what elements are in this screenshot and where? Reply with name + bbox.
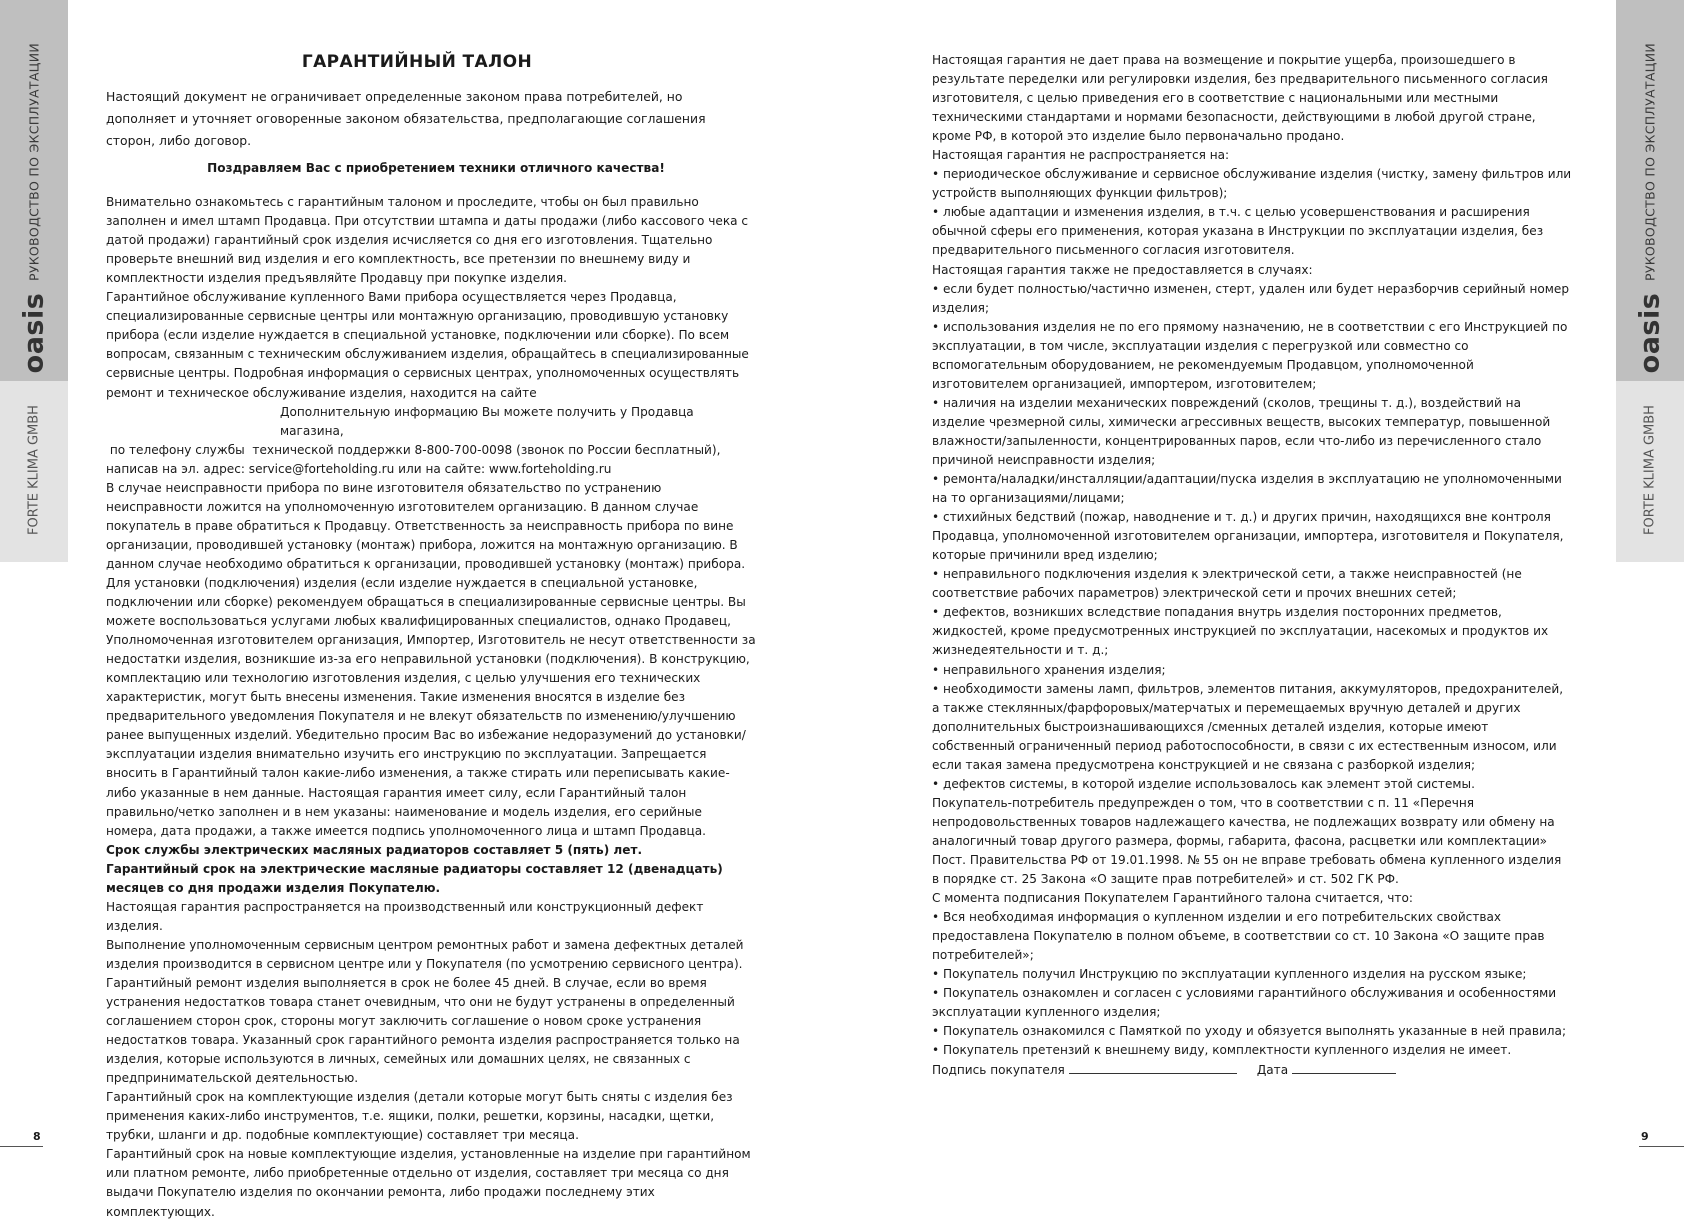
paragraph: С момента подписания Покупателем Гарантийного талона считается, что:: [932, 891, 1413, 906]
paragraph: Настоящая гарантия не дает права на возмещение и покрытие ущерба, произошедшего в результате переделки или регулировки изделия, без предварительного письменного согласия изготовителя, с целью приведения его в соответствие с национальными или местными техническими стандартами и нормами безопасности, действующими в любой другой стране, кроме РФ, в которой это изделие было первоначально продано.: [932, 53, 1548, 144]
list-item: • дефектов системы, в которой изделие использовалось как элемент этой системы.: [932, 776, 1475, 791]
list-item: • дефектов, возникших вследствие попадания внутрь изделия посторонних предметов, жидкостей, кроме предусмотренных инструкцией по эксплуатации, насекомых и продуктов их жизнедеятельности и т. д.;: [932, 605, 1549, 658]
side-tab-bottom-right: [1616, 381, 1684, 562]
page-title: ГАРАНТИЙНЫЙ ТАЛОН: [301, 52, 533, 72]
list-item: • неправильного подключения изделия к электрической сети, а также неисправностей (не соответствие рабочих параметров) электрической сети и прочих внешних сетей;: [932, 567, 1522, 601]
paragraph: Гарантийное обслуживание купленного Вами прибора осуществляется через Продавца, специализированные сервисные центры или монтажную организацию, проводившую установку прибора (если изделие нуждается в специальной установке, подключении или сборке). По всем вопросам, связанным с техническим обслуживанием изделия, обращайтесь в специализированные сервисные центры. Подробная информация о сервисных центрах, уполномоченных осуществлять ремонт и техническое обслуживание изделия, находится на сайте: [106, 290, 749, 400]
paragraph: Дополнительную информацию Вы можете получить у Продавца магазина,: [280, 404, 694, 438]
company-label: FORTE KLIMA GMBH: [26, 405, 42, 535]
paragraph: Гарантийный ремонт изделия выполняется в срок не более 45 дней. В случае, если во время устранения недостатков товара станет очевидным, что они не будут устранены в определенный соглашением сторон срок, стороны могут заключить соглашение о новом сроке устранения недостатков товара. Указанный срок гарантийного ремонта изделия распространяется только на изделия, которые используются в личных, семейных или домашних целях, не связанных с предпринимательской деятельностью.: [106, 975, 740, 1086]
paragraph: по телефону службы технической поддержки 8-800-700-0098 (звонок по России бесплатный),: [106, 442, 721, 457]
list-item: • необходимости замены ламп, фильтров, элементов питания, аккумуляторов, предохранителей, а также стеклянных/фарфоровых/матерчатых и перемещаемых вручную деталей и других дополнительных быстроизнашивающихся /сменных деталей изделия, которые имеют собственный ограниченный период работоспособности, в связи с их естественным износом, или если такая замена предусмотрена конструкцией и не связана с разборкой изделия;: [932, 681, 1564, 772]
service-life-statement: Срок службы электрических масляных радиаторов составляет 5 (пять) лет.: [106, 842, 643, 857]
side-tab-bottom-left: [0, 381, 68, 562]
paragraph: Гарантийный срок на новые комплектующие изделия, установленные на изделие при гарантийном или платном ремонте, либо приобретенные отдельно от изделия, составляет три месяца со дня выдачи Покупателю изделия по окончании ремонта, либо продажи последнему этих комплектующих.: [106, 1147, 751, 1219]
list-item: • неправильного хранения изделия;: [932, 662, 1166, 677]
signature-label: Подпись покупателя: [932, 1063, 1065, 1077]
list-item: • Покупатель претензий к внешнему виду, комплектности купленного изделия не имеет.: [932, 1043, 1512, 1058]
paragraph: Покупатель-потребитель предупрежден о том, что в соответствии с п. 11 «Перечня непродовольственных товаров надлежащего качества, не подлежащих возврату или обмену на аналогичный товар другого размера, формы, габарита, фасона, расцветки или комплектации» Пост. Правительства РФ от 19.01.1998. № 55 он не вправе требовать обмена купленного изделия в порядке ст. 25 Закона «О защите прав потребителей» и ст. 502 ГК РФ.: [932, 795, 1562, 887]
brand-logo: oasis: [1634, 292, 1666, 374]
warranty-period-statement: Гарантийный срок на электрические масляные радиаторы составляет 12 (двенадцать) месяцев со дня продажи изделия Покупателю.: [106, 861, 723, 895]
list-item: • периодическое обслуживание и сервисное обслуживание изделия (чистку, замену фильтров или устройств выполняющих функции фильтров);: [932, 167, 1572, 201]
list-item: • любые адаптации и изменения изделия, в т.ч. с целью усовершенствования и расширения обычной сферы его применения, которая указана в Инструкции по эксплуатации изделия, без предварительного письменного согласия изготовителя.: [932, 205, 1544, 258]
left-column: [106, 86, 756, 1222]
list-item: • ремонта/наладки/инсталляции/адаптации/пуска изделия в эксплуатацию не уполномоченными на то организациями/лицами;: [932, 472, 1562, 506]
paragraph: В случае неисправности прибора по вине изготовителя обязательство по устранению неисправности ложится на уполномоченную изготовителем организацию. В данном случае покупатель в праве обратиться к Продавцу. Ответственность за неисправность прибора по вине организации, проводившей установку (монтаж) прибора, ложится на монтажную организацию. В данном случае необходимо обратиться к организации, проводившей установку (монтаж) прибора.: [106, 480, 746, 571]
paragraph: Настоящая гарантия распространяется на производственный или конструкционный дефект изделия.: [106, 899, 704, 933]
paragraph: Настоящая гарантия также не предоставляется в случаях:: [932, 262, 1313, 277]
manual-label: РУКОВОДСТВО ПО ЭКСПЛУАТАЦИИ: [26, 42, 42, 282]
list-item: • Покупатель ознакомился с Памяткой по уходу и обязуется выполнять указанные в ней правила;: [932, 1024, 1567, 1039]
paragraph: Выполнение уполномоченным сервисным центром ремонтных работ и замена дефектных деталей изделия производится в сервисном центре или у Покупателя (по усмотрению сервисного центра).: [106, 937, 744, 971]
manual-label: РУКОВОДСТВО ПО ЭКСПЛУАТАЦИИ: [1642, 42, 1658, 282]
footer-rule-left: [0, 1146, 43, 1147]
side-tab-top-right: [1616, 0, 1684, 381]
date-field[interactable]: [1292, 1061, 1396, 1074]
brand-logo: oasis: [18, 292, 50, 374]
list-item: • Покупатель ознакомлен и согласен с условиями гарантийного обслуживания и особенностями эксплуатации купленного изделия;: [932, 986, 1557, 1020]
signature-block: [932, 1061, 1396, 1077]
paragraph: Настоящая гарантия не распространяется на:: [932, 148, 1230, 163]
list-item: • наличия на изделии механических повреждений (сколов, трещины т. д.), воздействий на изделие чрезмерной силы, химически агрессивных веществ, высоких температур, повышенной влажности/запыленности, концентрированных паров, если что-либо из перечисленного стало причиной неисправности изделия;: [932, 395, 1551, 467]
company-label: FORTE KLIMA GMBH: [1642, 405, 1658, 535]
page-number-right: 9: [1641, 1130, 1649, 1143]
list-item: • использования изделия не по его прямому назначению, не в соответствии с его Инструкцией по эксплуатации, в том числе, эксплуатации изделия с перегрузкой или совместно со вспомогательным оборудованием, не рекомендуемым Продавцом, уполномоченной изготовителем организацией, импортером, изготовителем;: [932, 319, 1568, 391]
list-item: • стихийных бедствий (пожар, наводнение и т. д.) и других причин, находящихся вне контроля Продавца, уполномоченной изготовителем организации, импортера, изготовителя и Покупателя, которые причинили вред изделию;: [932, 510, 1564, 563]
paragraph: Для установки (подключения) изделия (если изделие нуждается в специальной установке, подключении или сборке) рекомендуем обращаться в специализированные сервисные центры. Вы можете воспользоваться услугами любых квалифицированных специалистов, однако Продавец, Уполномоченная изготовителем организация, Импортер, Изготовитель не несут ответственности за недостатки изделия, возникшие из-за его неправильной установки (подключения). В конструкцию, комплектацию или технологию изготовления изделия, с целью улучшения его технических характеристик, могут быть внесены изменения. Такие изменения вносятся в изделие без предварительного уведомления Покупателя и не влекут обязательств по изменению/улучшению ранее выпущенных изделий. Убедительно просим Вас во избежание недоразумений до установки/эксплуатации изделия внимательно изучить его инструкцию по эксплуатации. Запрещается вносить в Гарантийный талон какие-либо изменения, а также стирать или переписывать какие-либо указанные в нем данные. Настоящая гарантия имеет силу, если Гарантийный талон правильно/четко заполнен и в нем указаны: наименование и модель изделия, его серийные номера, дата продажи, а также имеется подпись уполномоченного лица и штамп Продавца.: [106, 575, 756, 838]
page-number-left: 8: [33, 1130, 41, 1143]
list-item: • если будет полностью/частично изменен, стерт, удален или будет неразборчив серийный номер изделия;: [932, 281, 1569, 315]
contact-line: написав на эл. адрес: service@forteholding.ru или на сайте: www.forteholding.ru: [106, 461, 612, 476]
list-item: • Покупатель получил Инструкцию по эксплуатации купленного изделия на русском языке;: [932, 967, 1527, 982]
paragraph: Внимательно ознакомьтесь с гарантийным талоном и проследите, чтобы он был правильно заполнен и имел штамп Продавца. При отсутствии штампа и даты продажи (либо кассового чека с датой продажи) гарантийный срок изделия исчисляется со дня его изготовления. Тщательно проверьте внешний вид изделия и его комплектность, все претензии по внешнему виду и комплектности изделия предъявляйте Продавцу при покупке изделия.: [106, 195, 749, 286]
list-item: • Вся необходимая информация о купленном изделии и его потребительских свойствах предоставлена Покупателю в полном объеме, в соответствии со ст. 10 Закона «О защите прав потребителей»;: [932, 910, 1545, 963]
right-column: [932, 51, 1572, 1060]
date-label: Дата: [1256, 1063, 1289, 1077]
congrats-heading: Поздравляем Вас с приобретением техники отличного качества!: [207, 161, 665, 175]
intro-paragraph: Настоящий документ не ограничивает определенные законом права потребителей, но дополняет и уточняет оговоренные законом обязательства, предполагающие соглашения сторон, либо договор.: [106, 89, 706, 148]
paragraph: Гарантийный срок на комплектующие изделия (детали которые могут быть сняты с изделия без применения каких-либо инструментов, т.е. ящики, полки, решетки, корзины, насадки, щетки, трубки, шланги и др. подобные комплектующие) составляет три месяца.: [106, 1090, 733, 1143]
footer-rule-right: [1639, 1146, 1684, 1147]
side-tab-top-left: [0, 0, 68, 381]
signature-field[interactable]: [1069, 1061, 1237, 1074]
